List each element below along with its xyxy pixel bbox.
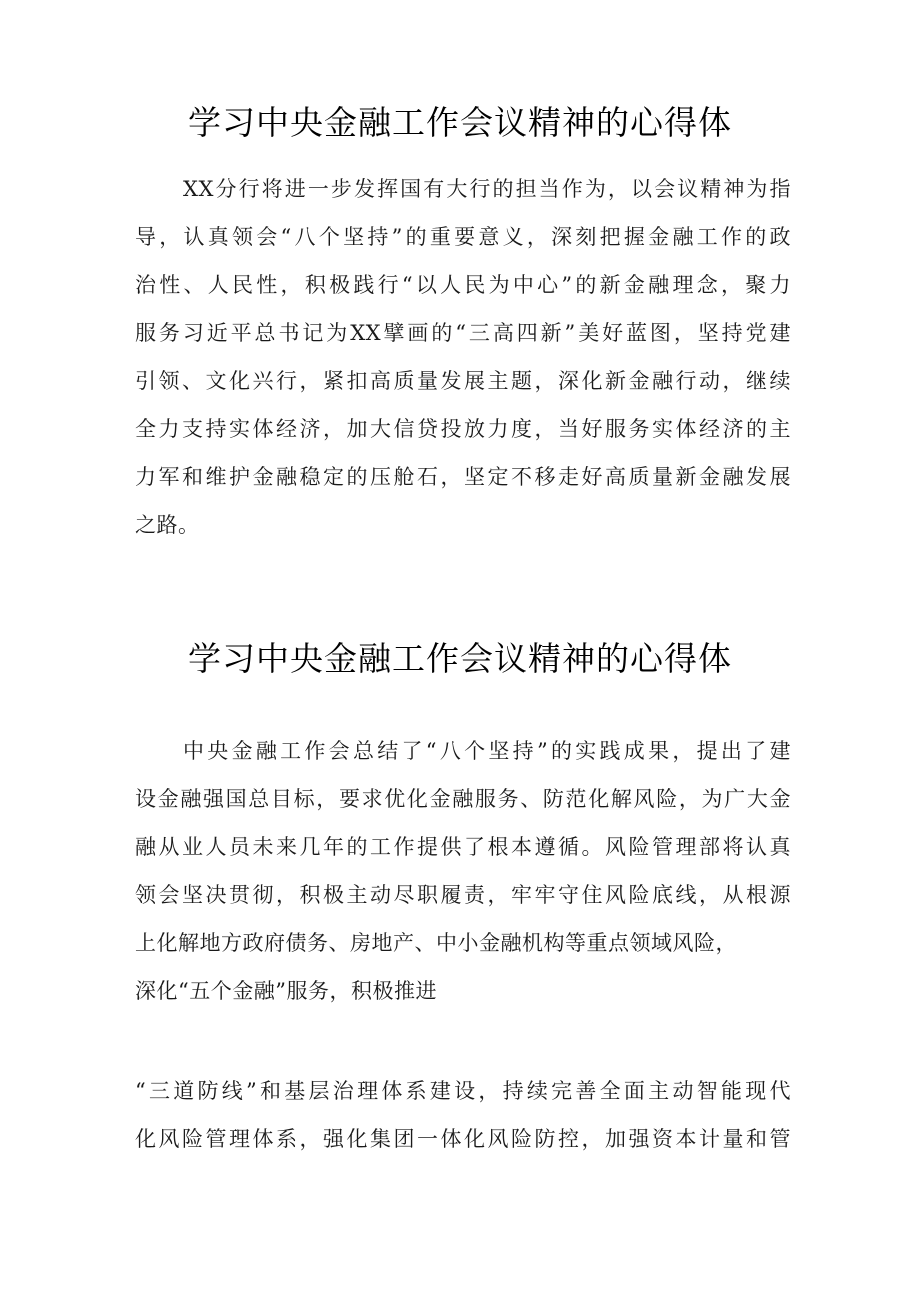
section-2-title: 学习中央金融工作会议精神的心得体 xyxy=(188,639,732,678)
paragraph-line: XX分行将进一步发挥国有大行的担当作为，以会议精神为指 xyxy=(183,177,791,201)
paragraph-line: 力军和维护金融稳定的压舱石，坚定不移走好高质量新金融发展 xyxy=(135,465,791,489)
paragraph-line: 深化“五个金融”服务，积极推进 xyxy=(135,979,437,1003)
paragraph-line: “三道防线”和基层治理体系建设，持续完善全面主动智能现代 xyxy=(135,1079,791,1103)
paragraph-line: 全力支持实体经济，加大信贷投放力度，当好服务实体经济的主 xyxy=(135,417,791,441)
paragraph-line: 化风险管理体系，强化集团一体化风险防控，加强资本计量和管 xyxy=(135,1127,791,1151)
paragraph-line: 导，认真领会“八个坚持”的重要意义，深刻把握金融工作的政 xyxy=(135,225,791,249)
paragraph-line: 之路。 xyxy=(135,513,200,537)
paragraph-line: 引领、文化兴行，紧扣高质量发展主题，深化新金融行动，继续 xyxy=(135,369,791,393)
paragraph-line: 治性、人民性，积极践行“以人民为中心”的新金融理念，聚力 xyxy=(135,273,791,297)
paragraph-line: 融从业人员未来几年的工作提供了根本遵循。风险管理部将认真 xyxy=(135,835,791,859)
paragraph-line: 中央金融工作会总结了“八个坚持”的实践成果，提出了建 xyxy=(183,739,791,763)
section-1-title: 学习中央金融工作会议精神的心得体 xyxy=(188,103,732,142)
paragraph-line: 领会坚决贯彻，积极主动尽职履责，牢牢守住风险底线，从根源 xyxy=(135,883,791,907)
paragraph-line: 服务习近平总书记为XX擘画的“三高四新”美好蓝图，坚持党建 xyxy=(135,321,791,345)
paragraph-line: 上化解地方政府债务、房地产、中小金融机构等重点领域风险， xyxy=(135,931,737,955)
paragraph-line: 设金融强国总目标，要求优化金融服务、防范化解风险，为广大金 xyxy=(135,787,791,811)
